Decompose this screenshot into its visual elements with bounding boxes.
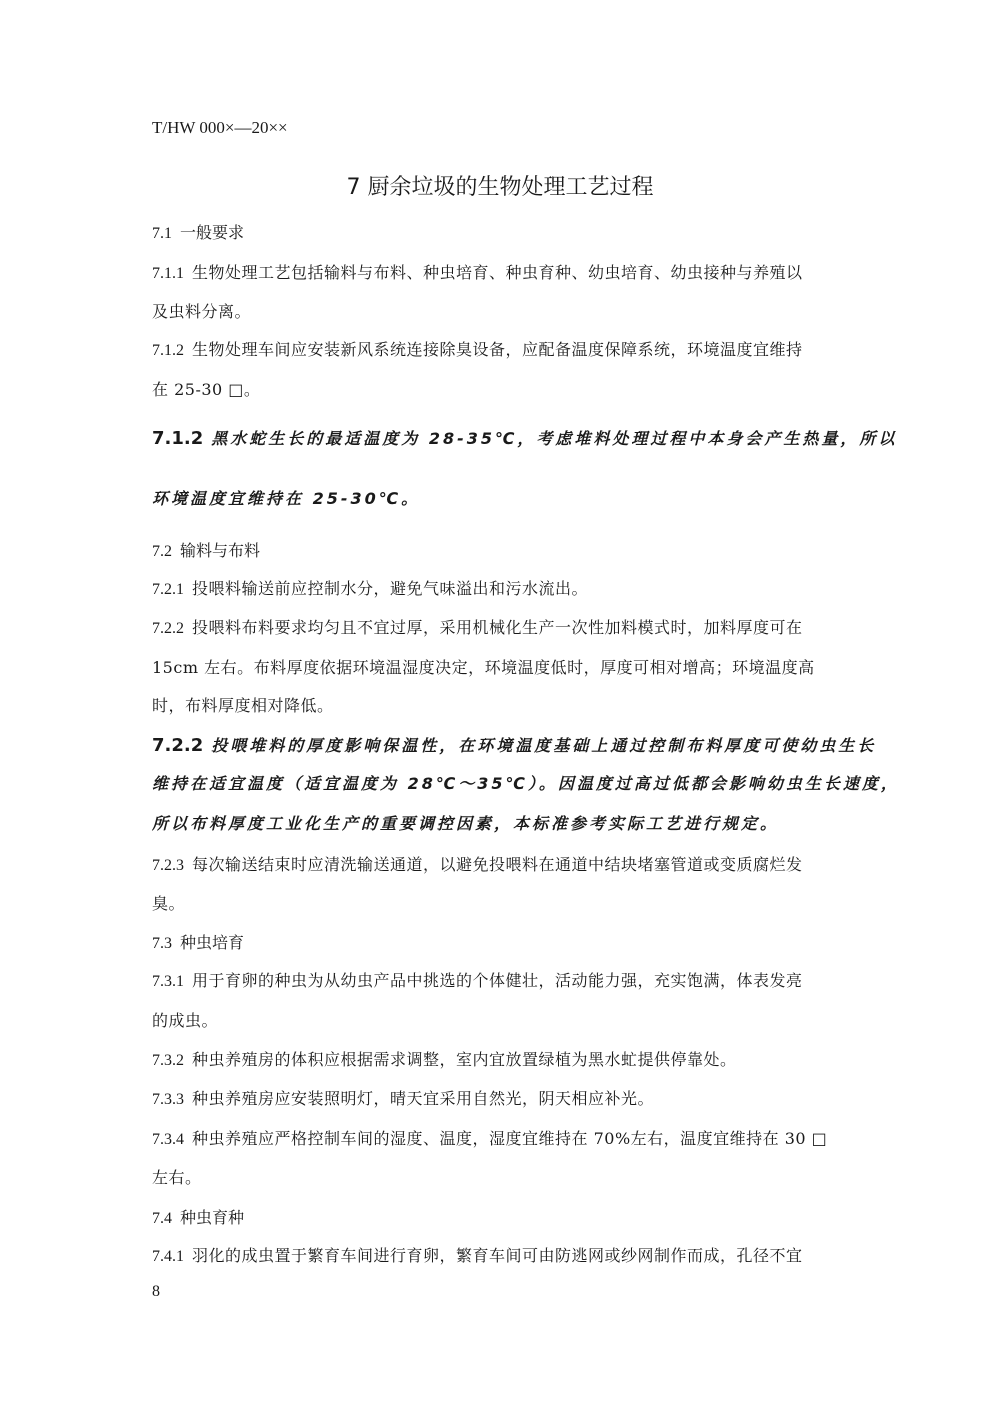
clause-text-continued: 臭。 [152, 894, 186, 913]
section-title: 一般要求 [180, 223, 245, 242]
clause-paragraph [152, 968, 803, 991]
clause-number: 7.2.2 [152, 620, 184, 637]
clause-text-continued: 及虫料分离。 [152, 302, 252, 321]
clause-paragraph [152, 1243, 803, 1266]
clause-text-continued: 时，布料厚度相对降低。 [152, 696, 334, 715]
explanation-number: 7.2.2 [152, 735, 204, 756]
clause-number: 7.3.2 [152, 1052, 184, 1069]
clause-text: 生物处理车间应安装新风系统连接除臭设备，应配备温度保障系统，环境温度宜维持 [192, 340, 803, 359]
clause-number: 7.2.3 [152, 857, 184, 874]
clause-number: 7.2.1 [152, 581, 184, 598]
section-heading [152, 930, 244, 953]
explanation-number: 7.1.2 [152, 428, 204, 449]
clause-text: 用于育卵的种虫为从幼虫产品中挑选的个体健壮，活动能力强，充实饱满，体表发亮 [192, 971, 803, 990]
clause-text: 种虫养殖房应安装照明灯，晴天宜采用自然光，阴天相应补光。 [192, 1089, 655, 1108]
section-number: 7.1 [152, 225, 172, 242]
clause-paragraph [152, 1047, 737, 1070]
section-number: 7.4 [152, 1210, 172, 1227]
section-heading [152, 1205, 244, 1228]
clause-text: 种虫养殖应严格控制车间的湿度、温度，湿度宜维持在 70%左右，温度宜维持在 30 □ [192, 1129, 828, 1148]
clause-number: 7.1.2 [152, 342, 184, 359]
page-number: 8 [152, 1283, 160, 1300]
clause-paragraph [152, 337, 803, 360]
clause-text: 种虫养殖房的体积应根据需求调整，室内宜放置绿植为黑水虻提供停靠处。 [192, 1050, 737, 1069]
section-title: 种虫培育 [180, 933, 245, 952]
clause-paragraph [152, 1086, 654, 1109]
clause-text-continued: 在 25-30 □。 [152, 380, 261, 399]
clause-paragraph [152, 615, 803, 638]
clause-number: 7.4.1 [152, 1248, 184, 1265]
explanation-paragraph [152, 426, 897, 449]
explanation-text-continued: 维持在适宜温度（适宜温度为 28℃～35℃）。因温度过高过低都会影响幼虫生长速度， [152, 774, 900, 793]
clause-text-continued: 的成虫。 [152, 1011, 219, 1030]
clause-text: 投喂料布料要求均匀且不宜过厚，采用机械化生产一次性加料模式时，加料厚度可在 [192, 618, 803, 637]
clause-paragraph [152, 576, 588, 599]
clause-text: 每次输送结束时应清洗输送通道，以避免投喂料在通道中结块堵塞管道或变质腐烂发 [192, 855, 803, 874]
clause-text: 羽化的成虫置于繁育车间进行育卵，繁育车间可由防逃网或纱网制作而成，孔径不宜 [192, 1246, 803, 1265]
clause-number: 7.3.1 [152, 973, 184, 990]
section-heading [152, 538, 260, 561]
clause-text-continued: 15cm 左右。布料厚度依据环境温湿度决定，环境温度低时，厚度可相对增高；环境温度高 [152, 658, 815, 677]
clause-paragraph [152, 852, 803, 875]
clause-number: 7.3.3 [152, 1091, 184, 1108]
section-title: 输料与布料 [180, 541, 261, 560]
clause-number: 7.1.1 [152, 265, 184, 282]
clause-number: 7.3.4 [152, 1131, 184, 1148]
clause-text: 生物处理工艺包括输料与布料、种虫培育、种虫育种、幼虫培育、幼虫接种与养殖以 [192, 263, 803, 282]
explanation-text-continued: 环境温度宜维持在 25-30℃。 [152, 489, 421, 508]
standard-code-header: T/HW 000×—20×× [152, 118, 288, 137]
chapter-title: 7 厨余垃圾的生物处理工艺过程 [346, 175, 654, 200]
clause-paragraph [152, 1126, 827, 1149]
clause-text-continued: 左右。 [152, 1168, 202, 1187]
section-heading [152, 220, 244, 243]
explanation-text-continued: 所以布料厚度工业化生产的重要调控因素，本标准参考实际工艺进行规定。 [152, 814, 780, 833]
section-title: 种虫育种 [180, 1208, 245, 1227]
section-number: 7.3 [152, 935, 172, 952]
clause-text: 投喂料输送前应控制水分，避免气味溢出和污水流出。 [192, 579, 589, 598]
section-number: 7.2 [152, 543, 172, 560]
clause-paragraph [152, 260, 803, 283]
explanation-text: 黑水蛇生长的最适温度为 28-35℃，考虑堆料处理过程中本身会产生热量，所以 [211, 429, 898, 448]
explanation-text: 投喂堆料的厚度影响保温性，在环境温度基础上通过控制布料厚度可使幼虫生长 [211, 736, 877, 755]
explanation-paragraph [152, 733, 876, 756]
